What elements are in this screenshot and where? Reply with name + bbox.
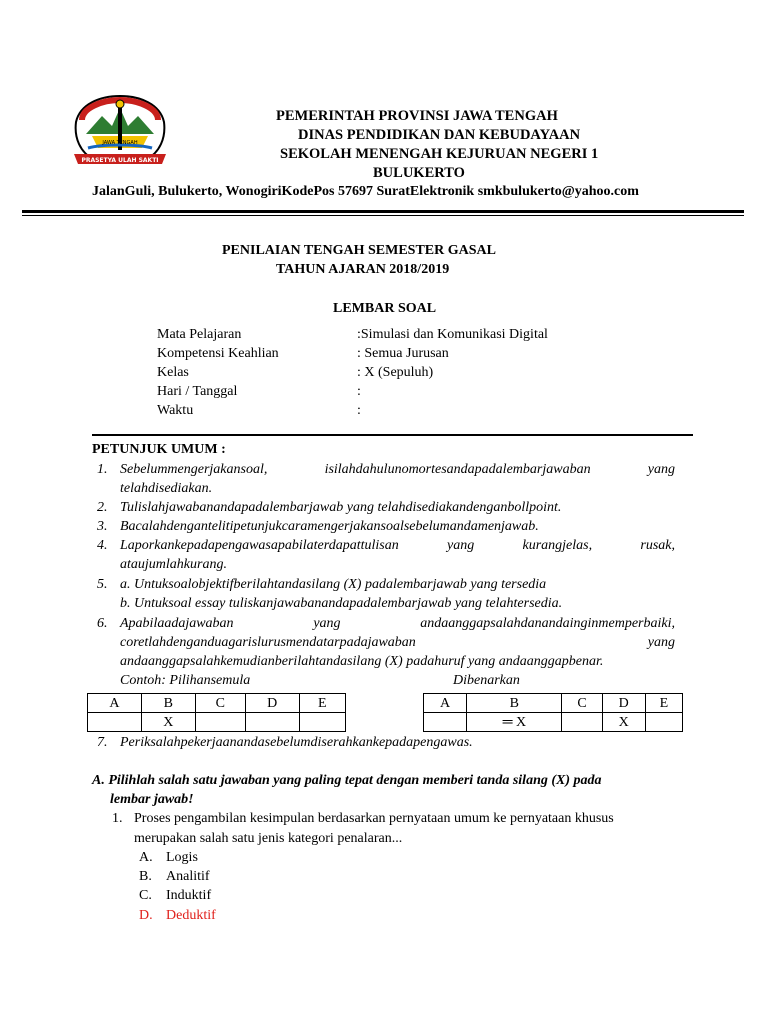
instruction-number: 4. <box>97 538 108 553</box>
instruction-item-7: Periksalahpekerjaanandasebelumdiserahkankepadapengawas. <box>120 735 473 750</box>
example-answer-table-corrected <box>423 693 683 732</box>
section-a-instruction-cont: lembar jawab! <box>110 792 194 807</box>
option-cell: E <box>299 694 345 713</box>
mark-cell: X <box>141 713 195 732</box>
instruction-number: 5. <box>97 577 108 592</box>
option-cell: A <box>88 694 142 713</box>
kop-line-4: BULUKERTO <box>373 165 465 181</box>
mark-cell <box>467 713 562 732</box>
kop-address: JalanGuli, Bulukerto, WonogiriKodePos 57697 SuratElektronik smkbulukerto@yahoo.com <box>92 184 639 199</box>
instruction-item-5b: b. Untuksoal essay tuliskanjawabanandapadalembarjawab yang telahtersedia. <box>120 596 563 611</box>
choice-text-b: Analitif <box>166 869 210 884</box>
choice-text-d: Deduktif <box>166 908 216 923</box>
info-value-class: : X (Sepuluh) <box>357 365 434 380</box>
instruction-item-1: Sebelummengerjakansoal, isilahdahulunomortesandapadalembarjawaban yang <box>120 462 675 477</box>
section-a-instruction: A. Pilihlah salah satu jawaban yang paling tepat dengan memberi tanda silang (X) pada <box>92 773 602 788</box>
example-answer-table-original <box>87 693 346 732</box>
svg-text:PRASETYA ULAH SAKTI: PRASETYA ULAH SAKTI <box>81 157 159 164</box>
mark-cell <box>245 713 299 732</box>
instruction-item-1-cont: telahdisediakan. <box>120 481 213 496</box>
info-label-subject: Mata Pelajaran <box>157 327 242 342</box>
instruction-item-5a: a. Untuksoalobjektifberilahtandasilang (X) padalembarjawab yang tersedia <box>120 577 547 592</box>
mark-cell <box>88 713 142 732</box>
corrected-label: Dibenarkan <box>453 673 520 688</box>
choice-text-a: Logis <box>166 850 198 865</box>
crossed-mark: X <box>515 714 527 730</box>
question-number: 1. <box>112 811 123 826</box>
info-label-time: Waktu <box>157 403 194 418</box>
option-cell: D <box>602 694 645 713</box>
example-label: Contoh: Pilihansemula <box>120 673 251 688</box>
instruction-item-2: Tulislahjawabanandapadalembarjawab yang telahdisediakandenganbollpoint. <box>120 500 562 515</box>
section-divider <box>92 434 693 436</box>
kop-line-3: SEKOLAH MENENGAH KEJURUAN NEGERI 1 <box>280 146 599 162</box>
instructions-heading: PETUNJUK UMUM : <box>92 442 226 457</box>
instruction-item-4-cont: ataujumlahkurang. <box>120 557 227 572</box>
exam-title: PENILAIAN TENGAH SEMESTER GASAL <box>222 243 496 258</box>
logo-jawa-tengah <box>72 94 168 168</box>
mark-cell <box>424 713 467 732</box>
kop-line-1: PEMERINTAH PROVINSI JAWA TENGAH <box>276 108 558 124</box>
logo-text: JAWA TENGAH <box>102 140 138 146</box>
header-rule-thick <box>22 210 744 213</box>
option-cell: B <box>141 694 195 713</box>
option-cell: E <box>645 694 682 713</box>
mark-cell <box>645 713 682 732</box>
instruction-item-3: Bacalahdengantelitipetunjukcaramengerjakansoalsebelumandamenjawab. <box>120 519 539 534</box>
instruction-item-6-cont2: andaanggapsalahkemudianberilahtandasilang (X) padahuruf yang andaanggapbenar. <box>120 654 604 669</box>
info-label-class: Kelas <box>157 365 189 380</box>
instruction-item-4: Laporkankepadapengawasapabilaterdapattulisan yang kurangjelas, rusak, <box>120 538 675 553</box>
instruction-number: 2. <box>97 500 108 515</box>
option-cell: C <box>195 694 245 713</box>
option-cell: D <box>245 694 299 713</box>
choice-letter-c: C. <box>139 888 152 903</box>
option-cell: C <box>562 694 602 713</box>
mark-cell <box>195 713 245 732</box>
mark-cell <box>562 713 602 732</box>
info-value-subject: :Simulasi dan Komunikasi Digital <box>357 327 548 342</box>
header-rule-thin <box>22 215 744 216</box>
option-cell: A <box>424 694 467 713</box>
sheet-title: LEMBAR SOAL <box>333 301 437 316</box>
choice-letter-d: D. <box>139 908 153 923</box>
mark-cell: X <box>602 713 645 732</box>
strike-mark: ═ <box>502 714 513 730</box>
instruction-number: 3. <box>97 519 108 534</box>
instruction-number: 6. <box>97 616 108 631</box>
academic-year: TAHUN AJARAN 2018/2019 <box>276 262 450 277</box>
question-text-cont: merupakan salah satu jenis kategori penalaran... <box>134 831 403 846</box>
choice-letter-a: A. <box>139 850 153 865</box>
info-value-competency: : Semua Jurusan <box>357 346 449 361</box>
option-cell: B <box>467 694 562 713</box>
info-label-date: Hari / Tanggal <box>157 384 238 399</box>
mark-cell <box>299 713 345 732</box>
choice-letter-b: B. <box>139 869 152 884</box>
choice-text-c: Induktif <box>166 888 212 903</box>
info-value-date: : <box>357 384 361 399</box>
info-value-time: : <box>357 403 361 418</box>
instruction-number: 7. <box>97 735 108 750</box>
instruction-item-6-cont: coretlahdenganduagarislurusmendatarpadajawaban yang <box>120 635 675 650</box>
info-label-competency: Kompetensi Keahlian <box>157 346 279 361</box>
kop-line-2: DINAS PENDIDIKAN DAN KEBUDAYAAN <box>298 127 581 143</box>
instruction-item-6: Apabilaadajawaban yang andaanggapsalahdanandainginmemperbaiki, <box>120 616 675 631</box>
question-text: Proses pengambilan kesimpulan berdasarkan pernyataan umum ke pernyataan khusus <box>134 811 614 826</box>
instruction-number: 1. <box>97 462 108 477</box>
